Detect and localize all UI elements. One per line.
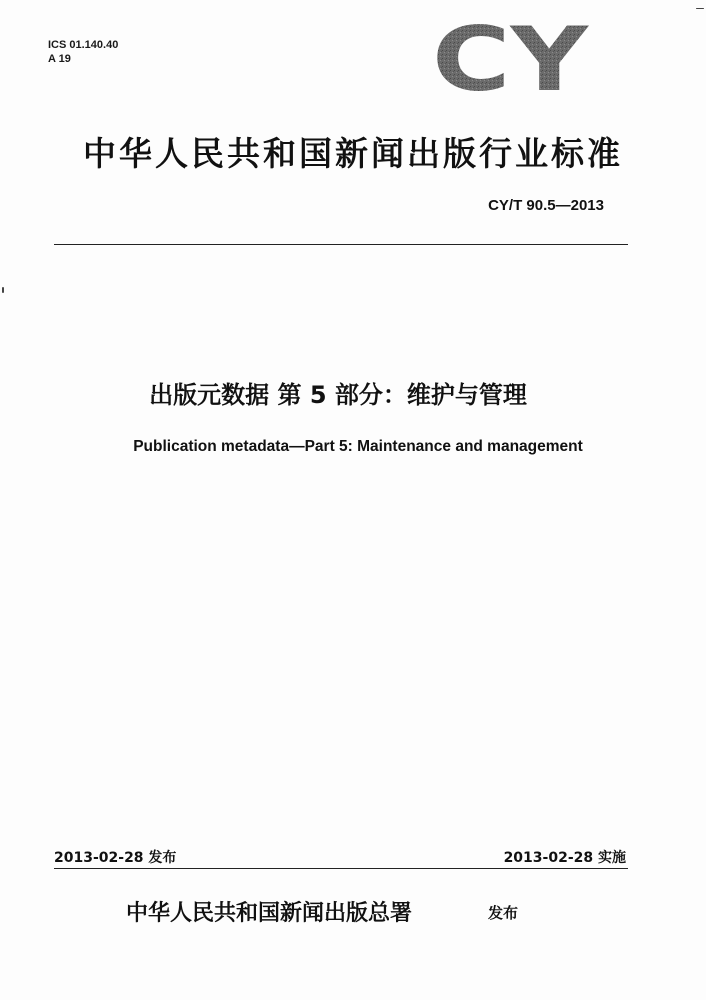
ccs-code: A 19: [48, 53, 71, 65]
issue-date: 2013-02-28 发布: [54, 850, 177, 866]
standard-number: CY/T 90.5—2013: [488, 197, 604, 214]
header-divider: [54, 244, 628, 245]
classification-codes: [48, 38, 118, 66]
logo-text: CY: [432, 18, 590, 98]
footer-divider: [54, 868, 628, 869]
standard-category-heading: 中华人民共和国新闻出版行业标准: [83, 134, 623, 173]
cy-logo: [430, 18, 590, 98]
scan-speck: [696, 8, 704, 9]
document-title-chinese: 出版元数据 第 5 部分：维护与管理: [149, 381, 527, 409]
ics-code: ICS 01.140.40: [48, 39, 119, 51]
document-title-english: Publication metadata—Part 5: Maintenance and management: [133, 438, 583, 455]
publisher-name: 中华人民共和国新闻出版总署: [126, 900, 413, 926]
scan-speck: [2, 287, 4, 293]
publish-label: 发布: [488, 904, 519, 922]
implementation-date: 2013-02-28 实施: [503, 850, 626, 866]
